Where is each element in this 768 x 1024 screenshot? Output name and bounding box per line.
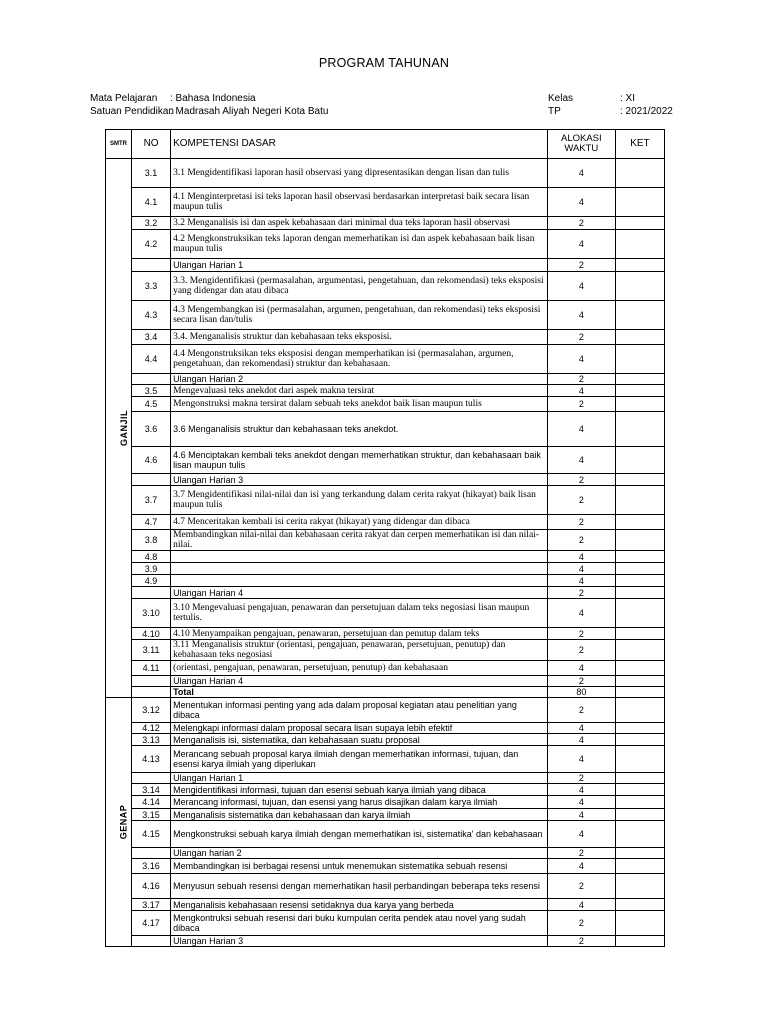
alokasi-cell: 4 [547, 734, 615, 746]
kd-number-cell: 4.8 [132, 551, 171, 563]
kd-number-cell: 3.4 [132, 330, 171, 345]
meta-school-row [90, 105, 328, 118]
kd-number-cell: 4.7 [132, 515, 171, 530]
kd-text-cell [171, 563, 548, 575]
ket-cell [615, 188, 664, 217]
alokasi-cell: 4 [547, 821, 615, 848]
alokasi-cell: 4 [547, 723, 615, 734]
alokasi-cell: 2 [547, 259, 615, 272]
ket-cell [615, 911, 664, 936]
kd-text-cell: 4.1 Menginterpretasi isi teks laporan hasil observasi berdasarkan interpretasi baik secara lisan maupun tulis [171, 188, 548, 217]
kd-number-cell: 3.10 [132, 599, 171, 628]
kd-number-cell [132, 259, 171, 272]
kd-number-cell: 3.2 [132, 217, 171, 230]
table-row [106, 301, 665, 330]
ket-cell [615, 723, 664, 734]
alokasi-cell: 2 [547, 848, 615, 859]
table-row [106, 859, 665, 874]
alokasi-cell: 4 [547, 272, 615, 301]
kd-number-cell: 3.11 [132, 640, 171, 661]
alokasi-cell: 80 [547, 687, 615, 698]
kd-text-cell: Menganalisis sistematika dan kebahasaan dan karya ilmiah [171, 809, 548, 821]
alokasi-cell: 2 [547, 474, 615, 486]
kd-number-cell: 4.1 [132, 188, 171, 217]
ket-cell [615, 821, 664, 848]
alokasi-cell: 4 [547, 784, 615, 796]
kd-text-cell: 4.3 Mengembangkan isi (permasalahan, argumen, pengetahuan, dan rekomendasi) teks eksposisi secara lisan dan/tulis [171, 301, 548, 330]
kd-text-cell: Ulangan Harian 1 [171, 773, 548, 784]
table-row [106, 746, 665, 773]
ket-cell [615, 628, 664, 640]
kd-text-cell: Mengkonstruksi sebuah karya ilmiah dengan memerhatikan isi, sistematika' dan kebahasaan [171, 821, 548, 848]
table-row [106, 698, 665, 723]
table-row [106, 936, 665, 947]
table-row [106, 784, 665, 796]
table-row [106, 188, 665, 217]
meta-school-label: Satuan Pendidikan [90, 106, 174, 117]
table-row [106, 259, 665, 272]
kd-text-cell: Total [171, 687, 548, 698]
kd-number-cell: 4.13 [132, 746, 171, 773]
table-row [106, 447, 665, 474]
ket-cell [615, 217, 664, 230]
semester-label-cell [106, 159, 132, 698]
kd-text-cell: Menentukan informasi penting yang ada dalam proposal kegiatan atau penelitian yang dibaca [171, 698, 548, 723]
kd-text-cell: Ulangan Harian 4 [171, 587, 548, 599]
ket-cell [615, 687, 664, 698]
ket-cell [615, 259, 664, 272]
kd-text-cell: Membandingkan nilai-nilai dan kebahasaan cerita rakyat dan cerpen memerhatikan isi dan nilai-nilai. [171, 530, 548, 551]
alokasi-cell: 2 [547, 911, 615, 936]
table-row [106, 899, 665, 911]
kd-number-cell [132, 848, 171, 859]
kd-text-cell: 3.3. Mengidentifikasi (permasalahan, argumentasi, pengetahuan, dan rekomendasi) teks eksposisi yang didengar dan atau dibaca [171, 272, 548, 301]
table-row [106, 628, 665, 640]
alokasi-cell: 4 [547, 899, 615, 911]
ket-cell [615, 599, 664, 628]
table-row [106, 345, 665, 374]
ket-cell [615, 412, 664, 447]
alokasi-cell: 4 [547, 345, 615, 374]
kd-number-cell: 3.13 [132, 734, 171, 746]
alokasi-cell: 4 [547, 301, 615, 330]
ket-cell [615, 859, 664, 874]
meta-subject-label: Mata Pelajaran [90, 93, 158, 104]
table-row [106, 515, 665, 530]
kd-number-cell: 3.7 [132, 486, 171, 515]
ket-cell [615, 515, 664, 530]
alokasi-cell: 2 [547, 515, 615, 530]
ket-cell [615, 936, 664, 947]
semester-label-cell [106, 698, 132, 947]
kd-text-cell: Menganalisis kebahasaan resensi setidaknya dua karya yang berbeda [171, 899, 548, 911]
meta-class-row [548, 92, 673, 105]
table-row [106, 587, 665, 599]
ket-cell [615, 345, 664, 374]
kd-text-cell [171, 551, 548, 563]
kd-text-cell: Ulangan Harian 1 [171, 259, 548, 272]
semester-label: GANJIL [119, 409, 130, 447]
kd-number-cell: 4.15 [132, 821, 171, 848]
ket-cell [615, 330, 664, 345]
alokasi-cell: 2 [547, 486, 615, 515]
alokasi-cell: 4 [547, 575, 615, 587]
table-row [106, 530, 665, 551]
alokasi-cell: 4 [547, 551, 615, 563]
alokasi-cell: 4 [547, 746, 615, 773]
meta-year-value: : 2021/2022 [620, 106, 673, 117]
table-header-row [106, 130, 665, 159]
kd-number-cell: 4.4 [132, 345, 171, 374]
kd-text-cell: Mengkontruksi sebuah resensi dari buku kumpulan cerita pendek atau novel yang sudah dibaca [171, 911, 548, 936]
alokasi-cell: 2 [547, 217, 615, 230]
kd-text-cell: Membandingkan isi berbagai resensi untuk menemukan sistematika sebuah resensi [171, 859, 548, 874]
alokasi-cell: 2 [547, 374, 615, 385]
kd-number-cell: 3.12 [132, 698, 171, 723]
kd-number-cell: 4.16 [132, 874, 171, 899]
table-row [106, 230, 665, 259]
table-row [106, 575, 665, 587]
kd-text-cell: 3.11 Menganalisis struktur (orientasi, pengajuan, penawaran, persetujuan, penutup) dan kebahasaan teks negosiasi [171, 640, 548, 661]
alokasi-cell: 4 [547, 230, 615, 259]
table-row [106, 723, 665, 734]
kd-text-cell: Menyusun sebuah resensi dengan memerhatikan hasil perbandingan beberapa teks resensi [171, 874, 548, 899]
kd-text-cell [171, 575, 548, 587]
kd-text-cell: 3.6 Menganalisis struktur dan kebahasaan teks anekdot. [171, 412, 548, 447]
kd-text-cell: 4.6 Menciptakan kembali teks anekdot dengan memerhatikan struktur, dan kebahasaan baik lisan maupun tulis [171, 447, 548, 474]
kd-number-cell [132, 676, 171, 687]
table-row [106, 563, 665, 575]
header-ket: KET [615, 130, 664, 159]
table-row [106, 796, 665, 809]
alokasi-cell: 4 [547, 796, 615, 809]
alokasi-cell: 2 [547, 936, 615, 947]
kd-number-cell: 3.15 [132, 809, 171, 821]
alokasi-cell: 2 [547, 773, 615, 784]
alokasi-cell: 4 [547, 599, 615, 628]
ket-cell [615, 374, 664, 385]
header-smtr: SMTR [106, 130, 132, 159]
kd-text-cell: Merancang informasi, tujuan, dan esensi yang harus disajikan dalam karya ilmiah [171, 796, 548, 809]
kd-text-cell: Melengkapi informasi dalam proposal secara lisan supaya lebih efektif [171, 723, 548, 734]
ket-cell [615, 230, 664, 259]
kd-number-cell [132, 687, 171, 698]
kd-number-cell: 4.12 [132, 723, 171, 734]
alokasi-cell: 2 [547, 587, 615, 599]
kd-text-cell: 3.1 Mengidentifikasi laporan hasil observasi yang dipresentasikan dengan lisan dan tulis [171, 159, 548, 188]
ket-cell [615, 272, 664, 301]
table-row [106, 734, 665, 746]
kd-number-cell: 4.17 [132, 911, 171, 936]
table-row [106, 821, 665, 848]
kd-text-cell: Ulangan Harian 2 [171, 374, 548, 385]
table-row [106, 848, 665, 859]
table-row [106, 272, 665, 301]
table-row [106, 911, 665, 936]
page-title: PROGRAM TAHUNAN [318, 56, 450, 70]
table-row [106, 640, 665, 661]
kd-number-cell: 3.9 [132, 563, 171, 575]
kd-text-cell: 3.2 Menganalisis isi dan aspek kebahasaan dari minimal dua teks laporan hasil observasi [171, 217, 548, 230]
kd-number-cell: 4.9 [132, 575, 171, 587]
table-body [106, 159, 665, 947]
table-row [106, 159, 665, 188]
kd-text-cell: Ulangan harian 2 [171, 848, 548, 859]
ket-cell [615, 676, 664, 687]
table-row [106, 374, 665, 385]
alokasi-cell: 4 [547, 385, 615, 397]
table-row [106, 676, 665, 687]
kd-text-cell: Merancang sebuah proposal karya ilmiah dengan memerhatikan informasi, tujuan, dan esensi karya ilmiah yang diperlukan [171, 746, 548, 773]
alokasi-cell: 4 [547, 859, 615, 874]
kd-number-cell: 3.3 [132, 272, 171, 301]
alokasi-cell: 2 [547, 640, 615, 661]
table-row [106, 599, 665, 628]
alokasi-cell: 2 [547, 530, 615, 551]
annual-program-table [105, 129, 665, 947]
kd-text-cell: Mengevaluasi teks anekdot dari aspek makna tersirat [171, 385, 548, 397]
kd-number-cell: 4.3 [132, 301, 171, 330]
kd-text-cell: Ulangan Harian 3 [171, 474, 548, 486]
kd-number-cell: 4.5 [132, 397, 171, 412]
table-row [106, 330, 665, 345]
kd-text-cell: (orientasi, pengajuan, penawaran, persetujuan, penutup) dan kebahasaan [171, 661, 548, 676]
kd-number-cell: 4.10 [132, 628, 171, 640]
meta-class-label: Kelas [548, 93, 574, 104]
kd-number-cell: 3.5 [132, 385, 171, 397]
ket-cell [615, 874, 664, 899]
table-row [106, 217, 665, 230]
kd-number-cell [132, 374, 171, 385]
alokasi-cell: 2 [547, 874, 615, 899]
table-row [106, 412, 665, 447]
alokasi-cell: 2 [547, 330, 615, 345]
kd-number-cell: 3.1 [132, 159, 171, 188]
kd-number-cell: 4.14 [132, 796, 171, 809]
table-row [106, 773, 665, 784]
ket-cell [615, 563, 664, 575]
table-row [106, 687, 665, 698]
kd-text-cell: 3.4. Menganalisis struktur dan kebahasaan teks eksposisi. [171, 330, 548, 345]
ket-cell [615, 698, 664, 723]
kd-text-cell: Ulangan Harian 4 [171, 676, 548, 687]
kd-number-cell: 3.6 [132, 412, 171, 447]
table-row [106, 809, 665, 821]
table-row [106, 551, 665, 563]
ket-cell [615, 640, 664, 661]
ket-cell [615, 848, 664, 859]
ket-cell [615, 773, 664, 784]
header-no: NO [132, 130, 171, 159]
kd-text-cell: 4.2 Mengkonstruksikan teks laporan dengan memerhatikan isi dan aspek kebahasaan baik lisan maupun tulis [171, 230, 548, 259]
table-row [106, 486, 665, 515]
header-kompetensi-dasar: KOMPETENSI DASAR [171, 130, 548, 159]
ket-cell [615, 486, 664, 515]
ket-cell [615, 447, 664, 474]
ket-cell [615, 159, 664, 188]
alokasi-cell: 4 [547, 809, 615, 821]
kd-text-cell: 3.7 Mengidentifikasi nilai-nilai dan isi yang terkandung dalam cerita rakyat (hikayat) baik lisan maupun tulis [171, 486, 548, 515]
alokasi-cell: 4 [547, 563, 615, 575]
ket-cell [615, 746, 664, 773]
alokasi-cell: 4 [547, 412, 615, 447]
meta-right [548, 92, 673, 118]
ket-cell [615, 551, 664, 563]
table-row [106, 661, 665, 676]
ket-cell [615, 784, 664, 796]
ket-cell [615, 301, 664, 330]
kd-text-cell: 4.4 Mengonstruksikan teks eksposisi dengan memperhatikan isi (permasalahan, argumen, pengetahuan, dan rekomendasi) struktur dan kebahasaan. [171, 345, 548, 374]
kd-number-cell: 3.8 [132, 530, 171, 551]
kd-text-cell: Ulangan Harian 3 [171, 936, 548, 947]
semester-label: GENAP [118, 804, 129, 840]
kd-number-cell [132, 773, 171, 784]
ket-cell [615, 734, 664, 746]
alokasi-cell: 2 [547, 698, 615, 723]
meta-year-row [548, 105, 673, 118]
alokasi-cell: 2 [547, 628, 615, 640]
table-row [106, 397, 665, 412]
kd-number-cell: 4.6 [132, 447, 171, 474]
ket-cell [615, 397, 664, 412]
kd-text-cell: 4.7 Menceritakan kembali isi cerita rakyat (hikayat) yang didengar dan dibaca [171, 515, 548, 530]
ket-cell [615, 587, 664, 599]
meta-year-label: TP [548, 106, 561, 117]
kd-number-cell: 3.17 [132, 899, 171, 911]
kd-number-cell: 3.16 [132, 859, 171, 874]
alokasi-cell: 4 [547, 447, 615, 474]
alokasi-cell: 2 [547, 397, 615, 412]
table-row [106, 474, 665, 486]
ket-cell [615, 899, 664, 911]
table-row [106, 385, 665, 397]
kd-number-cell [132, 936, 171, 947]
ket-cell [615, 385, 664, 397]
kd-number-cell: 4.2 [132, 230, 171, 259]
meta-subject-value: : Bahasa Indonesia [170, 93, 256, 104]
kd-text-cell: Mengidentifikasi informasi, tujuan dan esensi sebuah karya ilmiah yang dibaca [171, 784, 548, 796]
kd-text-cell: 4.10 Menyampaikan pengajuan, penawaran, persetujuan dan penutup dalam teks [171, 628, 548, 640]
header-alokasi-waktu: ALOKASI WAKTU [547, 130, 615, 159]
meta-class-value: : XI [620, 93, 636, 104]
meta-school-value: : Madrasah Aliyah Negeri Kota Batu [170, 106, 329, 117]
alokasi-cell: 2 [547, 676, 615, 687]
kd-text-cell: Mengonstruksi makna tersirat dalam sebuah teks anekdot baik lisan maupun tulis [171, 397, 548, 412]
kd-number-cell [132, 474, 171, 486]
kd-text-cell: Menganalisis isi, sistematika, dan kebahasaan suatu proposal [171, 734, 548, 746]
ket-cell [615, 661, 664, 676]
ket-cell [615, 575, 664, 587]
ket-cell [615, 474, 664, 486]
kd-text-cell: 3.10 Mengevaluasi pengajuan, penawaran dan persetujuan dalam teks negosiasi lisan maupun tertulis. [171, 599, 548, 628]
kd-number-cell: 4.11 [132, 661, 171, 676]
ket-cell [615, 530, 664, 551]
alokasi-cell: 4 [547, 188, 615, 217]
meta-left [90, 92, 328, 118]
alokasi-cell: 4 [547, 159, 615, 188]
kd-number-cell: 3.14 [132, 784, 171, 796]
alokasi-cell: 4 [547, 661, 615, 676]
meta-subject-row [90, 92, 328, 105]
table-row [106, 874, 665, 899]
ket-cell [615, 796, 664, 809]
kd-number-cell [132, 587, 171, 599]
ket-cell [615, 809, 664, 821]
